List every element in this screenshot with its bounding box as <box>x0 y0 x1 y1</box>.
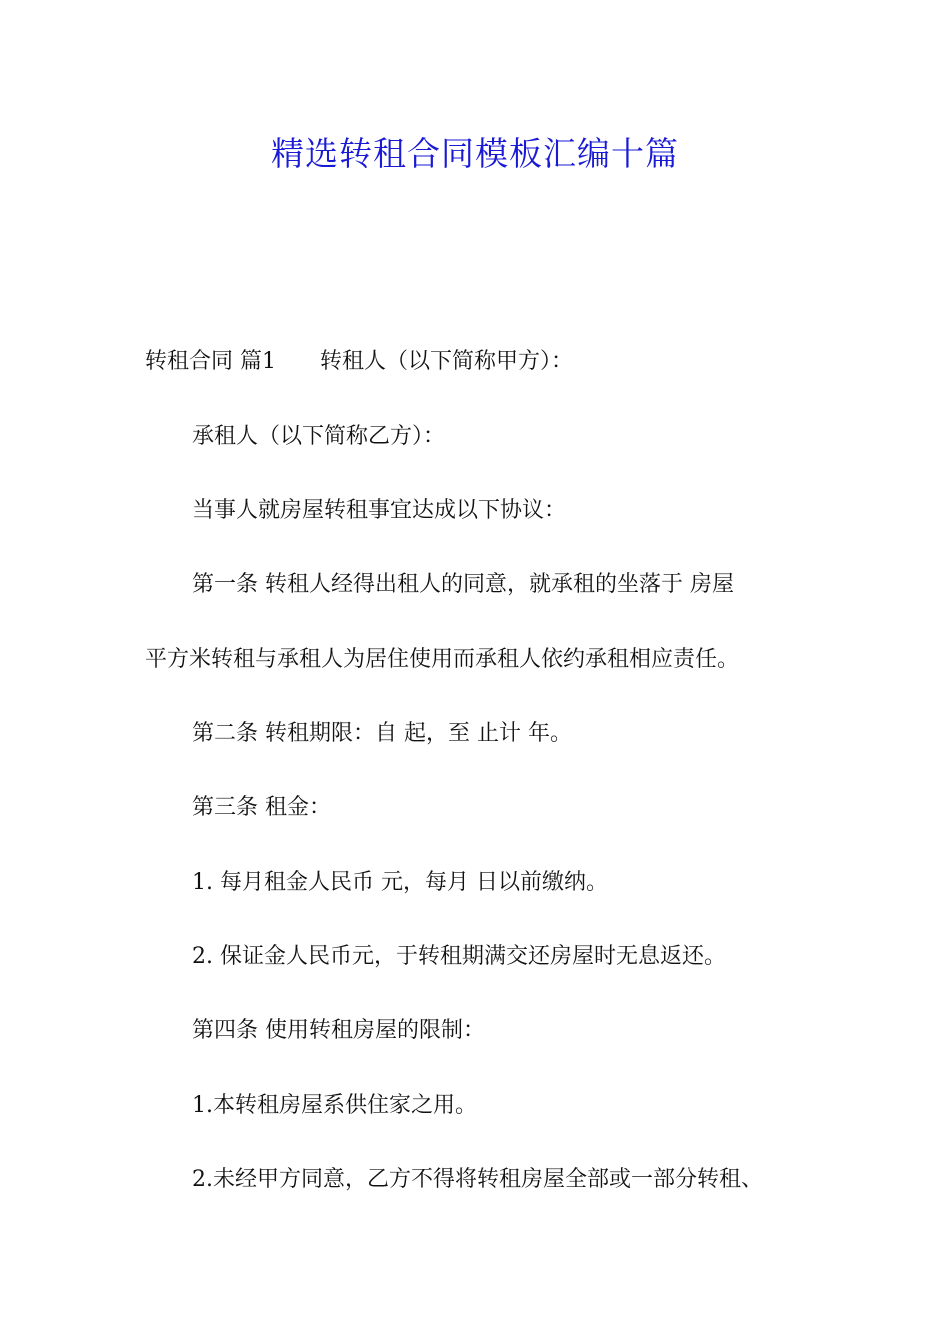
paragraph-line: 1. 每月租金人民币 元，每月 日以前缴纳。 <box>192 870 608 895</box>
paragraph-line: 2. 保证金人民币元，于转租期满交还房屋时无息返还。 <box>192 944 726 969</box>
paragraph-line: 当事人就房屋转租事宜达成以下协议： <box>192 498 567 523</box>
paragraph-line: 第四条 使用转租房屋的限制： <box>192 1018 485 1043</box>
paragraph-line: 第三条 租金： <box>192 795 331 820</box>
paragraph-line: 1.本转租房屋系供住家之用。 <box>192 1093 477 1118</box>
paragraph-line: 2.未经甲方同意，乙方不得将转租房屋全部或一部分转租、 <box>192 1167 763 1192</box>
paragraph-line: 第一条 转租人经得出租人的同意，就承租的坐落于 房屋 <box>192 572 734 597</box>
document-title: 精选转租合同模板汇编十篇 <box>271 134 679 173</box>
paragraph-line: 转租合同 篇1 转租人（以下简称甲方）： <box>145 349 573 374</box>
paragraph-line: 第二条 转租期限：自 起，至 止计 年。 <box>192 721 572 746</box>
paragraph-line: 平方米转租与承租人为居住使用而承租人依约承租相应责任。 <box>145 647 740 672</box>
paragraph-line: 承租人（以下简称乙方）： <box>192 424 446 449</box>
